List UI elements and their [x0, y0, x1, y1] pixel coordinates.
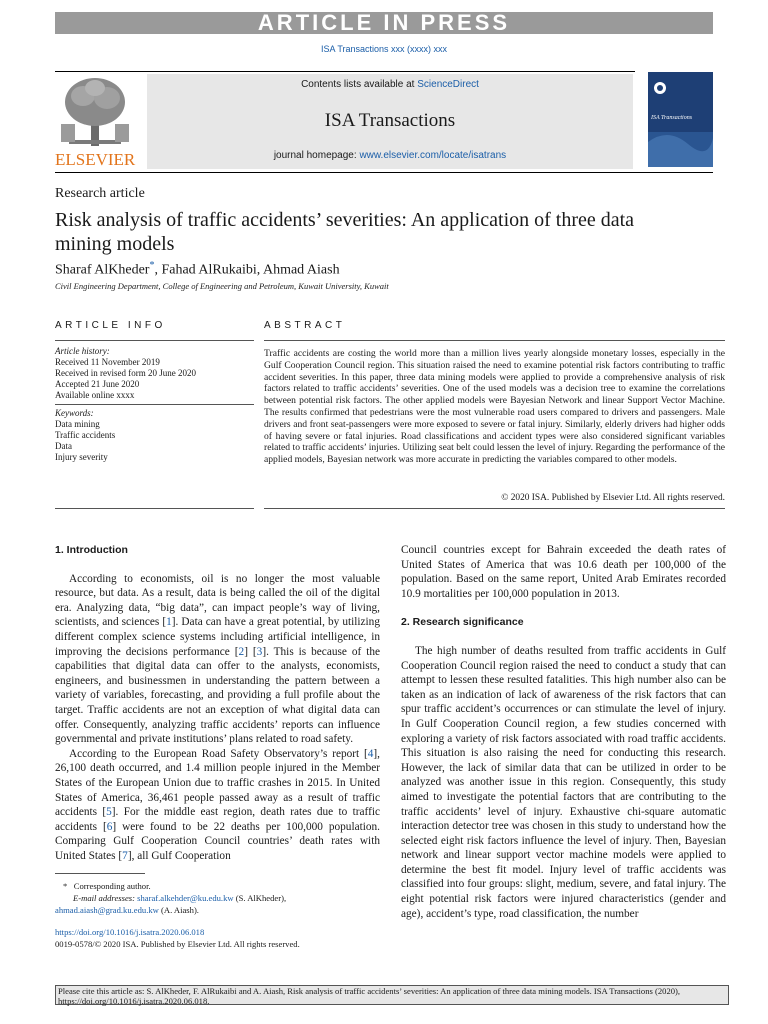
- paragraph: According to economists, oil is no longer the most valuable resource, but data. As a result, data is being called the oil of the digital era. Analyzing data, “big data”, can impact people’s way of living, scientists, and sciences [1]. Data can have a great potential, by utilizing different complex science systems including artificial intelligence, in improving the decisions performance [2] [3]. This is because of the capabilities that digital data can offer to the analysts, economists, engineers, and businessmen in understanding the pattern between a variety of variables, forecasting, and providing a full profile about the target. Traffic accidents are not an exception of what digital data can offer. Consequently, analyzing traffic accidents’ reports can influence governmental and private institutions’ plans related to road safety.: [55, 572, 380, 746]
- contents-line: [147, 79, 633, 90]
- footnote-mark: *: [63, 881, 68, 891]
- citation-box: Please cite this article as: S. AlKheder, F. AlRukaibi and A. Aiash, Risk analysis of traffic accidents’ severities: An application of three data mining models. ISA Transactions (2020), https://doi.org/10.1016/j.isatra.2020.06.018.: [55, 985, 729, 1005]
- paragraph: The high number of deaths resulted from traffic accidents in Gulf Cooperation Council region raised the need to conduct a study that can attempt to lessen these resulted fatalities. This high number also can be taken as an indication of lack of awareness of the risk factors that can spur traffic accident’s occurrences or can stimulate the level of injury. In Gulf Cooperation Council region, a few studies concerned with exploring a variety of risk factors associated with road traffic accidents. This situation is also raising the need for conducting this research. However, the lack of similar data that can be utilized in order to be analyzed was another issue in this region. Consequently, this study aimed to investigate the potential factors that are contributing to the traffic accidents’ level of injury. Exhaustive chi-square automatic interaction detector tree was chosen in this study to understand how the selected eight risk factors influence the level of injury. Then, Bayesian network and linear support vector machine models were applied to determine the best fit model. Injury level of traffic accidents was classified into four groups: slight, medium, severe, and fatal injury. The eight potential risk factors were injured characteristics (gender and age), accident’s type, road classification, the number: [401, 644, 726, 920]
- section-heading: 2. Research significance: [401, 616, 524, 629]
- doi-block: [55, 926, 300, 950]
- history-label: Article history:: [55, 346, 110, 356]
- email-owner: (A. Aiash).: [158, 905, 199, 915]
- history-item: Available online xxxx: [55, 390, 135, 400]
- article-info-bottom-rule: [55, 508, 254, 509]
- body-left-column: [55, 543, 380, 863]
- doi-link[interactable]: https://doi.org/10.1016/j.isatra.2020.06.018: [55, 927, 205, 937]
- author-list: [55, 260, 340, 279]
- history-item: Accepted 21 June 2020: [55, 379, 140, 389]
- issn-line: 0019-0578/© 2020 ISA. Published by Elsevier Ltd. All rights reserved.: [55, 939, 300, 949]
- citation-link[interactable]: 1: [166, 616, 172, 629]
- citation-link[interactable]: 2: [238, 645, 245, 658]
- cover-title: ISA Transactions: [651, 115, 693, 121]
- paragraph: Council countries except for Bahrain exceeded the death rates of United States of America that was 10.6 death per 100,000 of the population. Based on the same report, United Arab Emirates recorded 10.9 mortalities per 100,000 population in 2013.: [401, 544, 726, 600]
- contents-prefix: Contents lists available at: [301, 79, 418, 90]
- citation-link[interactable]: 4: [367, 747, 374, 760]
- body-right-column: [401, 543, 726, 921]
- footnote: [55, 880, 380, 916]
- article-in-press-banner: ARTICLE IN PRESS: [55, 12, 713, 34]
- author-names-rest[interactable]: , Fahad AlRukaibi, Ahmad Aiash: [154, 262, 340, 278]
- email-link[interactable]: ahmad.aiash@grad.ku.edu.kw: [55, 905, 159, 915]
- history-item: Received in revised form 20 June 2020: [55, 368, 196, 378]
- email-label: E-mail addresses:: [73, 893, 138, 903]
- history-item: Received 11 November 2019: [55, 357, 160, 367]
- email-owner: (S. AlKheder),: [233, 893, 287, 903]
- article-info-rule: [55, 340, 254, 341]
- affiliation: Civil Engineering Department, College of Engineering and Petroleum, Kuwait University, Kuwait: [55, 281, 389, 291]
- journal-name: ISA Transactions: [324, 110, 456, 131]
- paragraph: According to the European Road Safety Observatory’s report [4], 26,100 death occurred, and 1.4 million people injured in the Member States of the European Union due to traffic crashes in 2015. In United States of America, 36,461 people passed away as a result of traffic accidents [5]. For the middle east region, death rates due to traffic accidents [6] were found to be 22 deaths per 100,000 population. Comparing Gulf Cooperation Council countries’ death rates with United States [7], all Gulf Cooperation: [55, 747, 380, 862]
- citation-link[interactable]: 6: [106, 820, 113, 833]
- publisher-wordmark: ELSEVIER: [55, 150, 136, 169]
- article-title: Risk analysis of traffic accidents’ severities: An application of three data mining models: [55, 209, 635, 255]
- homepage-link[interactable]: www.elsevier.com/locate/isatrans: [359, 150, 507, 161]
- article-info-heading: ARTICLE INFO: [55, 320, 166, 331]
- email-link[interactable]: sharaf.alkehder@ku.edu.kw: [137, 893, 234, 903]
- homepage-line: [147, 150, 633, 161]
- author-name[interactable]: Sharaf AlKheder: [55, 262, 150, 278]
- article-type: Research article: [55, 186, 145, 201]
- citation-link[interactable]: 7: [122, 849, 128, 862]
- abstract-rule: [264, 340, 725, 341]
- corresponding-author-mark[interactable]: *: [149, 260, 155, 271]
- keywords: [55, 408, 254, 463]
- citation-link[interactable]: 5: [106, 806, 112, 819]
- abstract-bottom-rule: [264, 508, 725, 509]
- citation-link[interactable]: 3: [256, 645, 263, 658]
- keyword: Data: [55, 441, 72, 451]
- header-rule: [55, 71, 635, 72]
- journal-reference[interactable]: ISA Transactions xxx (xxxx) xxx: [320, 44, 448, 54]
- keywords-label: Keywords:: [55, 408, 94, 418]
- homepage-prefix: journal homepage:: [273, 150, 360, 161]
- sciencedirect-link[interactable]: ScienceDirect: [417, 79, 479, 90]
- abstract-copyright: © 2020 ISA. Published by Elsevier Ltd. All rights reserved.: [501, 493, 725, 503]
- keyword: Data mining: [55, 419, 100, 429]
- abstract-text: Traffic accidents are costing the world more than a million lives yearly alongside monetary losses, especially in the Gulf Cooperation Council region. This situation raised the need to examine potential risk factors contributing to traffic accident severities. In this paper, three data mining models were applied to provide a comprehensive analysis of risk factors related to traffic accidents’ severities. One of the used models was a decision tree to examine the correlations between potential risk factors. The other applied models were Bayesian Network and linear Support Vector Machine. The results confirmed that pedestrians were the most vulnerable road users compared to drivers and passengers. Male drivers and front seat-passengers were more exposed to severe or fatal injury. Similarly, elderly drivers had higher odds of having severe or fatal injuries. Road classifications and accident types were also considered significant variables related to traffic accidents’ injuries. Utilizing seat belt could lessen the level of injury. Regarding the performance of the applied models, Bayesian network was more accurate in predicting the variables compared to other models.: [264, 348, 725, 466]
- corresponding-label: Corresponding author.: [73, 881, 151, 891]
- section-heading: 1. Introduction: [55, 544, 128, 556]
- footnote-rule: [55, 873, 145, 874]
- keywords-rule: [55, 404, 254, 405]
- keyword: Traffic accidents: [55, 430, 116, 440]
- masthead-rule: [55, 172, 713, 173]
- abstract-heading: ABSTRACT: [264, 320, 346, 331]
- article-history: [55, 346, 254, 401]
- keyword: Injury severity: [55, 452, 108, 462]
